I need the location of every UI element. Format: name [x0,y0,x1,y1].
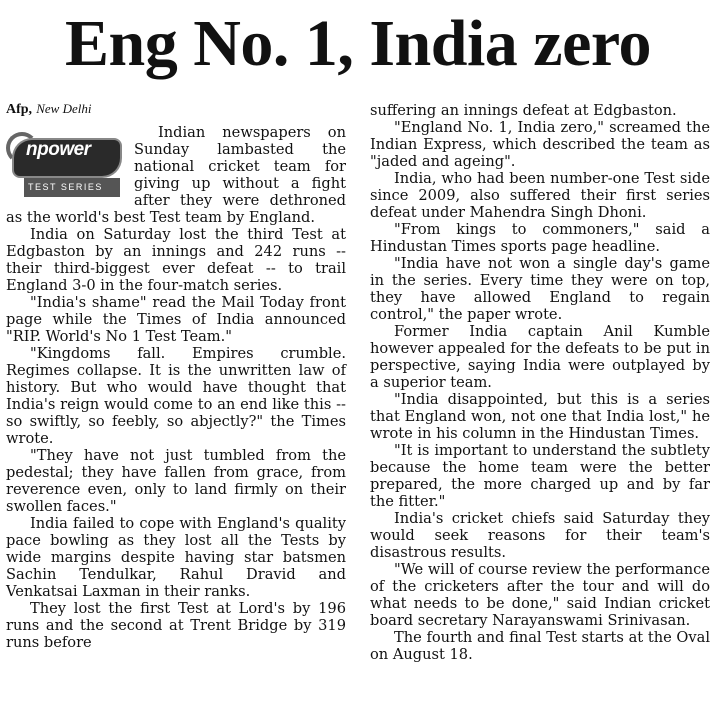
right-column [370,102,710,663]
article-paragraph: "England No. 1, India zero," screamed the Indian Express, which described the team as "jaded and ageing". [370,119,710,170]
logo-brand: npower [26,139,91,160]
article-paragraph: "It is important to understand the subtlety because the home team were the better prepared, the more charged up and by far the fitter." [370,442,710,510]
article-paragraph: The fourth and final Test starts at the Oval on August 18. [370,629,710,663]
article-paragraph: "From kings to commoners," said a Hindustan Times sports page headline. [370,221,710,255]
article-paragraph: "We will of course review the performance of the cricketers after the tour and will do what needs to be done," said Indian cricket board secretary Narayanswami Srinivasan. [370,561,710,629]
byline [6,100,346,118]
byline-place: New Delhi [36,101,92,116]
article-paragraph: "They have not just tumbled from the pedestal; they have fallen from grace, from reverence even, only to land firmly on their swollen faces." [6,447,346,515]
article-paragraph: Indian newspapers on Sunday lambasted the national cricket team for giving up without a fight after they were dethroned as the world's best Test team by England. [6,124,346,226]
article-paragraph: India, who had been number-one Test side since 2009, also suffered their first series defeat under Mahendra Singh Dhoni. [370,170,710,221]
article-paragraph: They lost the first Test at Lord's by 196 runs and the second at Trent Bridge by 319 runs before [6,600,346,651]
article-paragraph: "Kingdoms fall. Empires crumble. Regimes collapse. It is the unwritten law of history. But who would have thought that India's reign would come to an end like this -- so swiftly, so feebly, so abjectly?" the Times wrote. [6,345,346,447]
article-paragraph: India's cricket chiefs said Saturday they would seek reasons for their team's disastrous results. [370,510,710,561]
article-continuation: suffering an innings defeat at Edgbaston. [370,102,677,119]
article-paragraph: "India have not won a single day's game in the series. Every time they were on top, they have allowed England to regain control," the paper wrote. [370,255,710,323]
article-paragraph: India failed to cope with England's quality pace bowling as they lost all the Tests by wide margins despite having star batsmen Sachin Tendulkar, Rahul Dravid and Venkatsai Laxman in their ranks. [6,515,346,600]
article-paragraph: Former India captain Anil Kumble however appealed for the defeats to be put in perspective, saying India were outplayed by a superior team. [370,323,710,391]
headline: Eng No. 1, India zero [64,7,651,80]
article-paragraph: "India's shame" read the Mail Today front page while the Times of India announced "RIP. World's No 1 Test Team." [6,294,346,345]
logo-subtitle: TEST SERIES [24,178,120,197]
npower-test-series-logo [6,132,124,202]
article-paragraph: India on Saturday lost the third Test at Edgbaston by an innings and 242 runs -- their third-biggest ever defeat -- to trail England 3-0 in the four-match series. [6,226,346,294]
byline-agency: Afp, [6,102,33,117]
article-paragraph: "India disappointed, but this is a series that England won, not one that India lost," he wrote in his column in the Hindustan Times. [370,391,710,442]
left-column [6,100,346,651]
